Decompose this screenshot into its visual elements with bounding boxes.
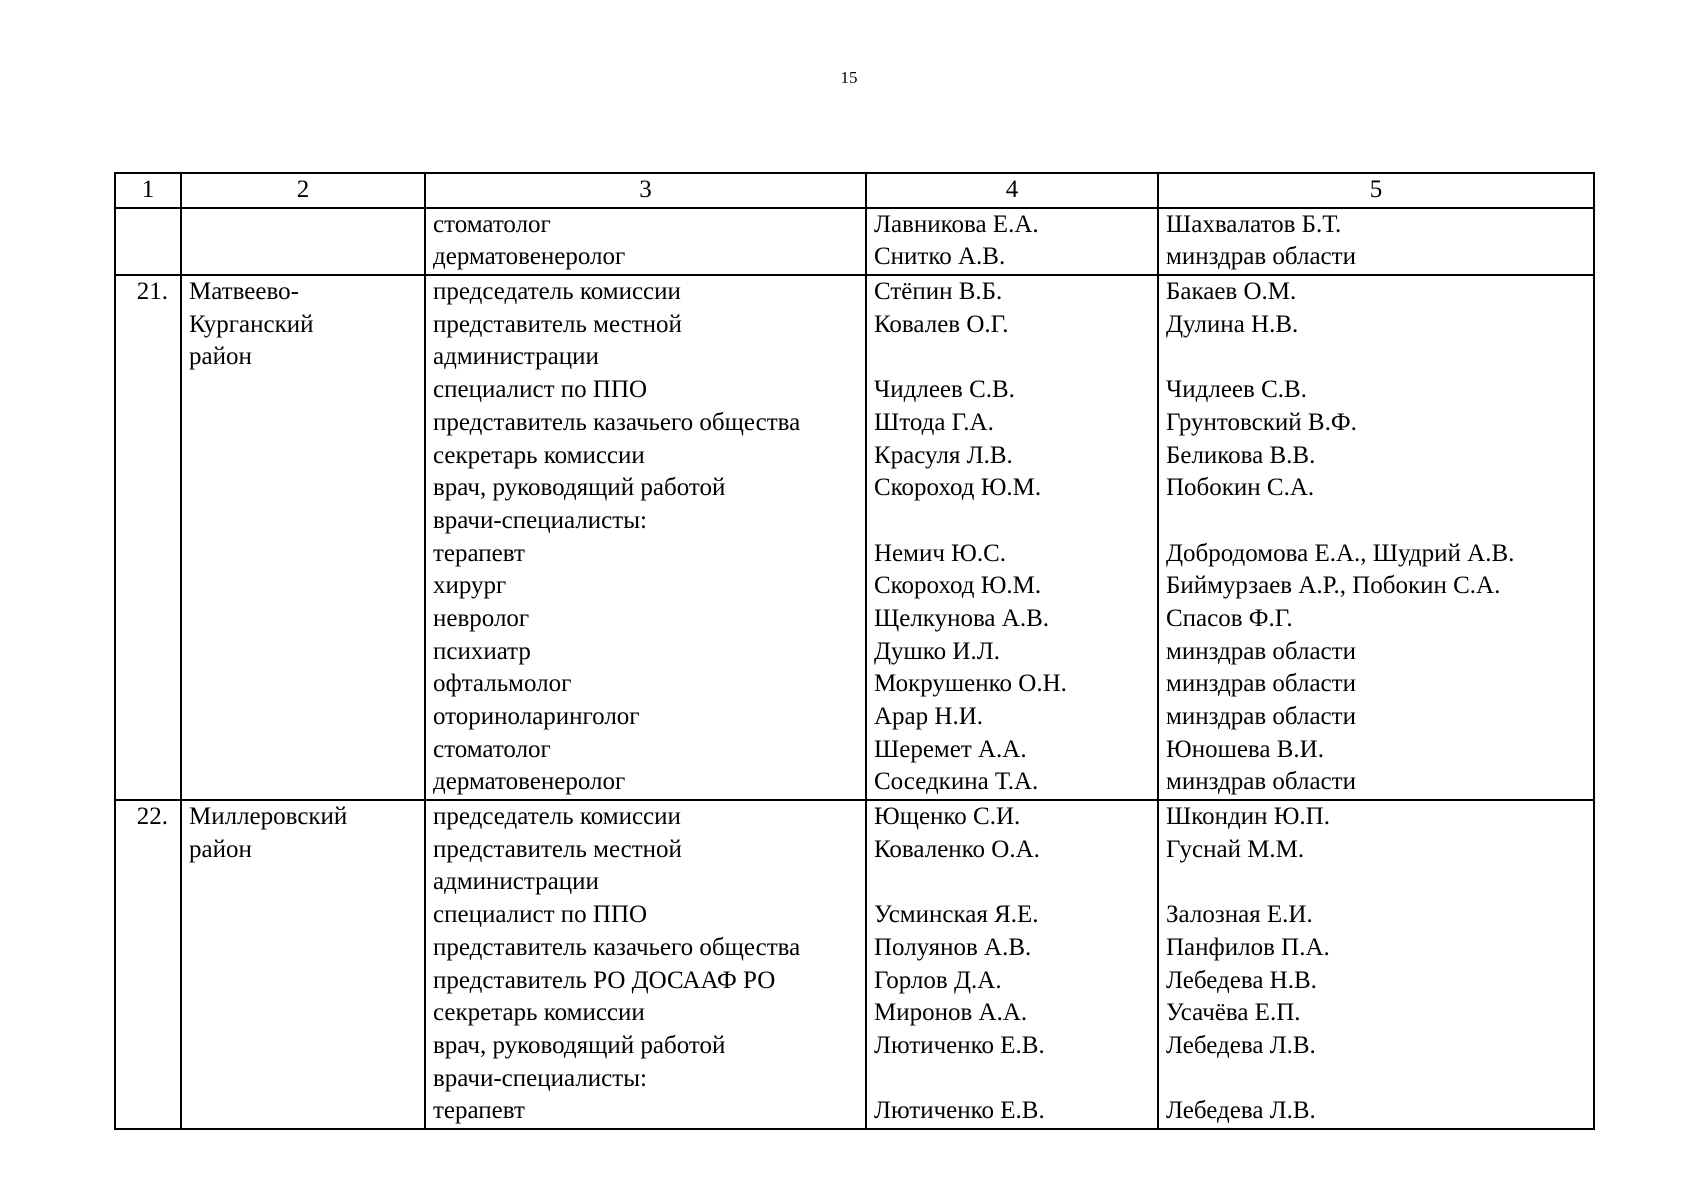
- reserve-line: минздрав области: [1166, 703, 1356, 731]
- header-col-4: 4: [866, 173, 1158, 208]
- district-line: район: [189, 835, 252, 863]
- role-line: оториноларинголог: [433, 703, 640, 731]
- commission-table: [114, 172, 1595, 1130]
- role-line: врачи-специалисты:: [433, 1064, 647, 1092]
- member-line: Усминская Я.Е.: [874, 901, 1039, 929]
- role-line: администрации: [433, 868, 599, 896]
- reserve-line: Залозная Е.И.: [1166, 901, 1313, 929]
- member-line: Немич Ю.С.: [874, 539, 1007, 567]
- role-line: стоматолог: [433, 735, 551, 763]
- reserve-line: Добродомова Е.А., Шудрий А.В.: [1166, 539, 1515, 567]
- role-cell: [425, 275, 866, 800]
- reserve-line: минздрав области: [1166, 768, 1356, 796]
- member-cell: [866, 275, 1158, 800]
- member-line: Лютиченко Е.В.: [874, 1031, 1045, 1059]
- member-line: Соседкина Т.А.: [874, 768, 1039, 796]
- member-line: Лютиченко Е.В.: [874, 1097, 1045, 1125]
- role-line: секретарь комиссии: [433, 441, 645, 469]
- member-line: [874, 341, 1157, 374]
- member-line: Горлов Д.А.: [874, 966, 1002, 994]
- member-line: Коваленко О.А.: [874, 835, 1040, 863]
- member-line: Арар Н.И.: [874, 703, 984, 731]
- header-col-2: 2: [181, 173, 425, 208]
- role-line: врач, руководящий работой: [433, 1031, 726, 1059]
- reserve-line: [1166, 505, 1593, 538]
- reserve-line: [1166, 866, 1593, 899]
- role-line: дерматовенеролог: [433, 243, 626, 271]
- row-number-cell: [115, 208, 181, 275]
- reserve-line: Гуснай М.М.: [1166, 835, 1305, 863]
- reserve-line: Лебедева Л.В.: [1166, 1097, 1316, 1125]
- role-line: председатель комиссии: [433, 278, 681, 306]
- member-line: Полуянов А.В.: [874, 933, 1032, 961]
- header-col-3: 3: [425, 173, 866, 208]
- reserve-line: [1166, 1063, 1593, 1096]
- reserve-line: минздрав области: [1166, 243, 1356, 271]
- member-line: Стёпин В.Б.: [874, 278, 1003, 306]
- page-number: 15: [840, 68, 858, 87]
- row-number: [116, 209, 168, 242]
- member-line: Душко И.Л.: [874, 637, 1000, 665]
- district-line: Миллеровский: [189, 803, 348, 831]
- row-number-cell: [115, 275, 181, 800]
- reserve-line: Панфилов П.А.: [1166, 933, 1330, 961]
- role-line: представитель казачьего общества: [433, 933, 801, 961]
- table-row: [115, 800, 1594, 1129]
- reserve-line: Усачёва Е.П.: [1166, 999, 1301, 1027]
- role-line: специалист по ППО: [433, 901, 648, 929]
- role-line: специалист по ППО: [433, 376, 648, 404]
- role-line: врачи-специалисты:: [433, 506, 647, 534]
- reserve-line: Дулина Н.В.: [1166, 310, 1299, 338]
- reserve-line: Спасов Ф.Г.: [1166, 604, 1293, 632]
- role-cell: [425, 208, 866, 275]
- header-col-5: 5: [1158, 173, 1594, 208]
- reserve-line: минздрав области: [1166, 670, 1356, 698]
- reserve-line: [1166, 341, 1593, 374]
- reserve-line: Биймурзаев А.Р., Побокин С.А.: [1166, 572, 1501, 600]
- role-line: администрации: [433, 343, 599, 371]
- role-line: стоматолог: [433, 210, 551, 238]
- reserve-cell: [1158, 275, 1594, 800]
- member-line: Мокрушенко О.Н.: [874, 670, 1067, 698]
- member-line: Красуля Л.В.: [874, 441, 1013, 469]
- role-line: дерматовенеролог: [433, 768, 626, 796]
- member-line: Шеремет А.А.: [874, 735, 1027, 763]
- member-cell: [866, 208, 1158, 275]
- role-line: представитель местной: [433, 835, 682, 863]
- member-line: [874, 505, 1157, 538]
- role-line: психиатр: [433, 637, 531, 665]
- reserve-line: Грунтовский В.Ф.: [1166, 408, 1357, 436]
- role-cell: [425, 800, 866, 1129]
- role-line: терапевт: [433, 539, 525, 567]
- role-line: невролог: [433, 604, 530, 632]
- member-line: [874, 866, 1157, 899]
- district-line: Матвеево-: [189, 278, 299, 306]
- reserve-line: Беликова В.В.: [1166, 441, 1316, 469]
- reserve-line: Побокин С.А.: [1166, 474, 1315, 502]
- reserve-line: Лебедева Л.В.: [1166, 1031, 1316, 1059]
- role-line: представитель РО ДОСААФ РО: [433, 966, 776, 994]
- header-row: [115, 173, 1594, 208]
- member-line: Ющенко С.И.: [874, 803, 1021, 831]
- role-line: представитель казачьего общества: [433, 408, 801, 436]
- member-line: Снитко А.В.: [874, 243, 1006, 271]
- member-line: Ковалев О.Г.: [874, 310, 1009, 338]
- role-line: врач, руководящий работой: [433, 474, 726, 502]
- role-line: хирург: [433, 572, 507, 600]
- reserve-cell: [1158, 208, 1594, 275]
- reserve-cell: [1158, 800, 1594, 1129]
- district-cell: [181, 208, 425, 275]
- member-line: Чидлеев С.В.: [874, 376, 1015, 404]
- member-line: Скороход Ю.М.: [874, 572, 1042, 600]
- reserve-line: Лебедева Н.В.: [1166, 966, 1317, 994]
- header-col-1: 1: [115, 173, 181, 208]
- row-number: 21.: [136, 278, 168, 306]
- row-number-cell: [115, 800, 181, 1129]
- member-line: Лавникова Е.А.: [874, 210, 1039, 238]
- member-line: Щелкунова А.В.: [874, 604, 1050, 632]
- table-row: [115, 275, 1594, 800]
- reserve-line: Юношева В.И.: [1166, 735, 1324, 763]
- district-line: Курганский: [189, 310, 314, 338]
- member-cell: [866, 800, 1158, 1129]
- role-line: терапевт: [433, 1097, 525, 1125]
- role-line: секретарь комиссии: [433, 999, 645, 1027]
- role-line: председатель комиссии: [433, 803, 681, 831]
- district-cell: [181, 800, 425, 1129]
- member-line: [874, 1063, 1157, 1096]
- member-line: Штода Г.А.: [874, 408, 994, 436]
- reserve-line: Шкондин Ю.П.: [1166, 803, 1330, 831]
- table-row: [115, 208, 1594, 275]
- reserve-line: минздрав области: [1166, 637, 1356, 665]
- reserve-line: Чидлеев С.В.: [1166, 376, 1307, 404]
- row-number: 22.: [136, 803, 168, 831]
- district-cell: [181, 275, 425, 800]
- reserve-line: Шахвалатов Б.Т.: [1166, 210, 1342, 238]
- table-body: [115, 208, 1594, 1129]
- district-line: район: [189, 343, 252, 371]
- table-header: [115, 173, 1594, 208]
- member-line: Скороход Ю.М.: [874, 474, 1042, 502]
- member-line: Миронов А.А.: [874, 999, 1028, 1027]
- reserve-line: Бакаев О.М.: [1166, 278, 1297, 306]
- role-line: представитель местной: [433, 310, 682, 338]
- role-line: офтальмолог: [433, 670, 572, 698]
